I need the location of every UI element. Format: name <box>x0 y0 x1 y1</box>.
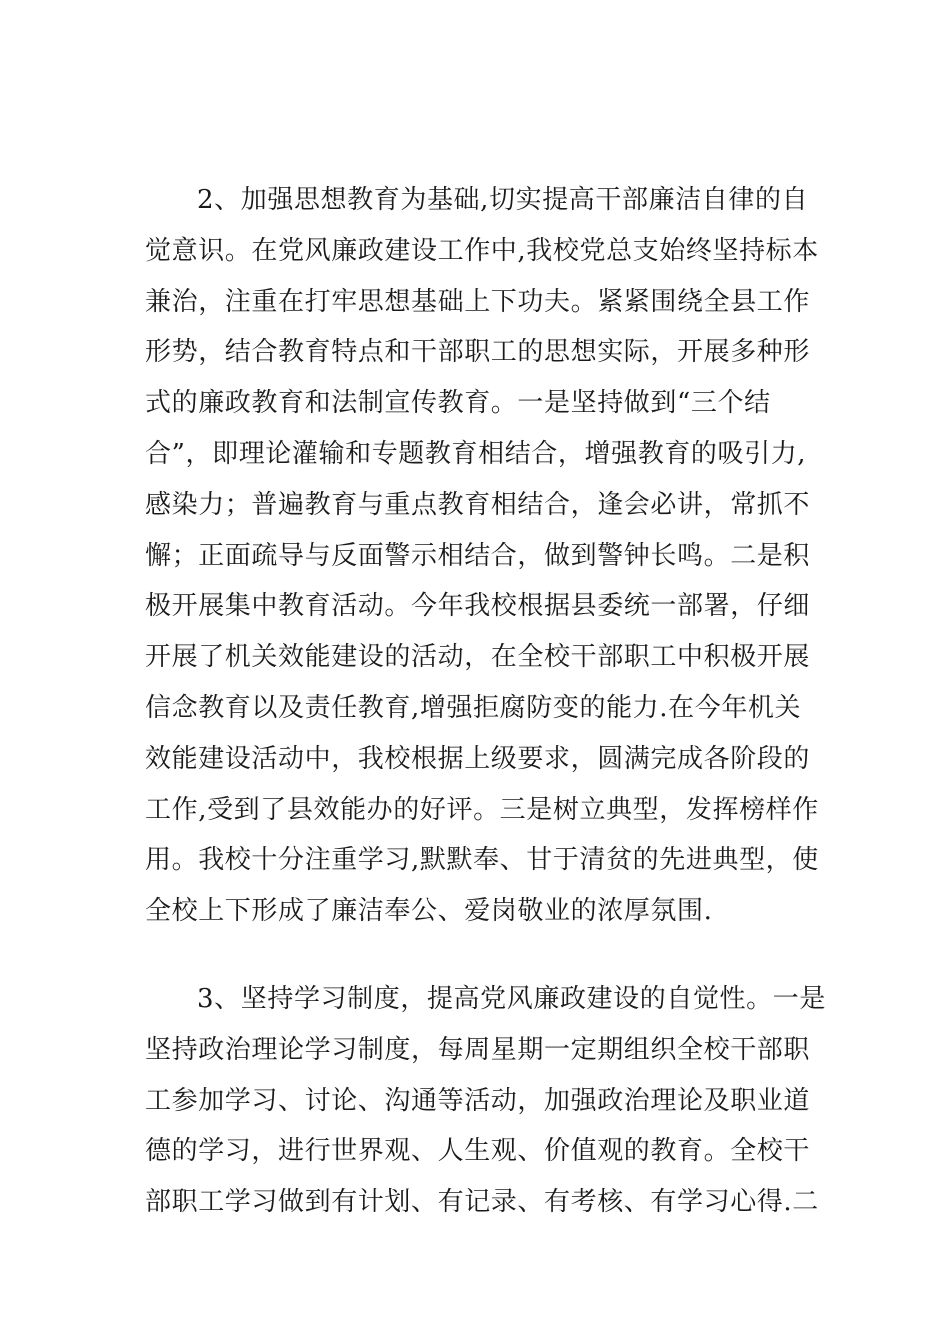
text-line: 兼治，注重在打牢思想基础上下功夫。紧紧围绕全县工作 <box>145 286 811 317</box>
text-line: 工参加学习、讨论、沟通等活动，加强政治理论及职业道 <box>145 1085 811 1116</box>
text-line: 坚持政治理论学习制度，每周星期一定期组织全校干部职 <box>145 1034 811 1065</box>
text-line: 合”，即理论灌输和专题教育相结合，增强教育的吸引力, <box>145 438 807 469</box>
text-line: 形势，结合教育特点和干部职工的思想实际，开展多种形 <box>145 337 811 368</box>
text-line: 极开展集中教育活动。今年我校根据县委统一部署，仔细 <box>145 591 811 622</box>
text-line: 觉意识。在党风廉政建设工作中,我校党总支始终坚持标本 <box>145 235 819 266</box>
text-line: 效能建设活动中，我校根据上级要求，圆满完成各阶段的 <box>145 743 811 774</box>
text-line: 开展了机关效能建设的活动，在全校干部职工中积极开展 <box>145 642 811 673</box>
text-line: 3、坚持学习制度，提高党风廉政建设的自觉性。一是 <box>197 984 826 1014</box>
text-line: 部职工学习做到有计划、有记录、有考核、有学习心得.二 <box>145 1187 819 1218</box>
paragraph-study-system <box>145 974 826 1228</box>
text-line: 德的学习，进行世界观、人生观、价值观的教育。全校干 <box>145 1136 811 1167</box>
text-line: 信念教育以及责任教育,增强拒腐防变的能力.在今年机关 <box>145 692 802 723</box>
text-line: 2、加强思想教育为基础,切实提高干部廉洁自律的自 <box>197 185 809 215</box>
text-line: 用。我校十分注重学习,默默奉、甘于清贫的先进典型，使 <box>145 845 819 876</box>
text-line: 全校上下形成了廉洁奉公、爱岗敬业的浓厚氛围. <box>145 896 713 927</box>
text-line: 式的廉政教育和法制宣传教育。一是坚持做到“三个结 <box>145 388 771 419</box>
text-line: 感染力；普遍教育与重点教育相结合，逢会必讲，常抓不 <box>145 489 811 520</box>
paragraph-thought-education <box>145 175 819 937</box>
text-line: 工作,受到了县效能办的好评。三是树立典型，发挥榜样作 <box>145 794 819 825</box>
text-line: 懈；正面疏导与反面警示相结合，做到警钟长鸣。二是积 <box>145 540 811 571</box>
